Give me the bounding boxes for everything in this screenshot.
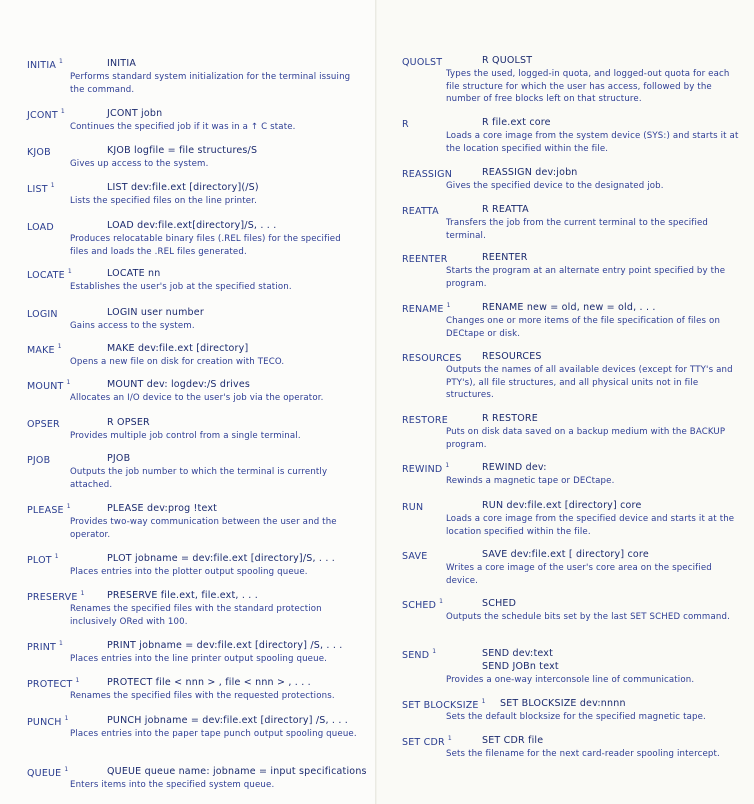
command-name: PROTECT $^1$ (27, 677, 80, 690)
command-description: Sets the filename for the next card-reader spooling intercept. (446, 749, 720, 759)
command-syntax: MOUNT dev: logdev:/S drives (107, 379, 251, 390)
command-syntax: JCONT jobn (107, 108, 163, 119)
command-syntax: QUEUE queue name: jobname = input specifications (107, 766, 367, 777)
command-syntax: KJOB logfile = file structures/S (107, 145, 258, 156)
command-syntax: REASSIGN dev:jobn (482, 167, 578, 178)
command-syntax: RESOURCES (482, 351, 542, 362)
command-name: R (402, 119, 409, 130)
command-description: Provides two-way communication between the user and the operator. (70, 517, 337, 540)
command-name: KJOB (27, 147, 51, 158)
command-name: PLOT $^1$ (27, 553, 59, 566)
command-name: SEND $^1$ (402, 648, 437, 661)
command-name: REASSIGN (402, 169, 453, 180)
command-name: RENAME $^1$ (402, 302, 451, 315)
command-name: LOCATE $^1$ (27, 268, 72, 281)
command-name: PRINT $^1$ (27, 640, 64, 653)
command-syntax: PLOT jobname = dev:file.ext [directory]/S, . . . (107, 553, 335, 564)
command-description: Loads a core image from the specified device and starts it at the location specified within the file. (446, 514, 735, 537)
command-description: Changes one or more items of the file specification of files on DECtape or disk. (446, 316, 721, 339)
command-name: RESTORE (402, 415, 448, 426)
command-syntax: R REATTA (482, 204, 529, 215)
command-description: Rewinds a magnetic tape or DECtape. (446, 476, 615, 486)
command-name: PRESERVE $^1$ (27, 590, 85, 603)
command-description: Renames the specified files with the standard protection inclusively ORed with 100. (70, 604, 322, 627)
command-description: Provides multiple job control from a single terminal. (70, 431, 301, 441)
command-syntax: SAVE dev:file.ext [ directory] core (482, 549, 649, 560)
command-description: Provides a one-way interconsole line of communication. (446, 675, 695, 685)
command-name: INITIA $^1$ (27, 58, 64, 71)
command-name: REWIND $^1$ (402, 462, 450, 475)
command-syntax: SET BLOCKSIZE dev:nnnn (500, 698, 626, 709)
command-description: Opens a new file on disk for creation with TECO. (70, 357, 285, 367)
command-name: SAVE (402, 551, 428, 562)
command-name: MAKE $^1$ (27, 343, 62, 356)
command-description: Allocates an I/O device to the user's job via the operator. (70, 393, 324, 403)
command-syntax: RUN dev:file.ext [directory] core (482, 500, 642, 511)
command-name: QUOLST (402, 57, 443, 68)
command-syntax: INITIA (107, 58, 137, 69)
command-name: MOUNT $^1$ (27, 379, 71, 392)
command-name: RESOURCES (402, 353, 462, 364)
command-name: SET BLOCKSIZE $^1$ (402, 698, 486, 711)
command-syntax: R QUOLST (482, 55, 533, 66)
command-description: Types the used, logged-in quota, and logged-out quota for each file structure for which the user has access, followed by the number of free blocks left on that structure. (446, 69, 730, 104)
command-syntax: PJOB (107, 453, 131, 464)
command-name: LIST $^1$ (27, 182, 55, 195)
command-name: SET CDR $^1$ (402, 735, 452, 748)
command-syntax: SET CDR file (482, 735, 544, 746)
command-syntax: LOAD dev:file.ext[directory]/S, . . . (107, 220, 277, 231)
command-syntax: R RESTORE (482, 413, 538, 424)
command-description: Starts the program at an alternate entry point specified by the program. (446, 266, 726, 289)
command-description: Enters items into the specified system queue. (70, 780, 275, 790)
command-syntax: SEND dev:text (482, 648, 554, 659)
command-syntax: R OPSER (107, 417, 150, 428)
command-description: Performs standard system initialization for the terminal issuing the command. (70, 72, 351, 95)
command-name: PLEASE $^1$ (27, 503, 71, 516)
command-syntax: PLEASE dev:prog !text (107, 503, 218, 514)
command-description: Gives the specified device to the designated job. (446, 181, 664, 191)
command-syntax: PROTECT file < nnn > , file < nnn > , . . . (107, 677, 311, 688)
command-syntax: LOCATE nn (107, 268, 161, 279)
command-description: Puts on disk data saved on a backup medium with the BACKUP program. (446, 427, 726, 450)
command-description: Establishes the user's job at the specified station. (70, 282, 292, 292)
command-name: SCHED $^1$ (402, 598, 444, 611)
command-description: Renames the specified files with the requested protections. (70, 691, 335, 701)
command-name: REATTA (402, 206, 439, 217)
command-description: Outputs the schedule bits set by the last SET SCHED command. (446, 612, 730, 622)
command-description: Sets the default blocksize for the specified magnetic tape. (446, 712, 706, 722)
command-description: Places entries into the paper tape punch output spooling queue. (70, 729, 357, 739)
command-syntax: SCHED (482, 598, 517, 609)
command-name: REENTER (402, 254, 448, 265)
command-syntax: REWIND dev: (482, 462, 547, 473)
command-syntax: RENAME new = old, new = old, . . . (482, 302, 656, 313)
command-name: LOAD (27, 222, 54, 233)
command-name: OPSER (27, 419, 60, 430)
command-syntax: LOGIN user number (107, 307, 204, 318)
command-syntax: R file.ext core (482, 117, 551, 128)
command-syntax: PRINT jobname = dev:file.ext [directory] /S, . . . (107, 640, 343, 651)
right-page (377, 0, 754, 804)
command-description: Gains access to the system. (70, 321, 195, 331)
command-syntax: PRESERVE file.ext, file.ext, . . . (107, 590, 258, 601)
command-name: JCONT $^1$ (27, 108, 65, 121)
command-description: Transfers the job from the current terminal to the specified terminal. (446, 218, 709, 241)
command-description: Places entries into the line printer output spooling queue. (70, 654, 328, 664)
command-description: Gives up access to the system. (70, 159, 209, 169)
command-syntax: PUNCH jobname = dev:file.ext [directory] /S, . . . (107, 715, 349, 726)
command-description: Outputs the names of all available devices (except for TTY's and PTY's), all file structures, and all physical units not in file structures. (446, 365, 733, 400)
command-name: LOGIN (27, 309, 58, 320)
command-syntax: LIST dev:file.ext [directory](/S) (107, 182, 259, 193)
command-description: Produces relocatable binary files (.REL files) for the specified files and loads the .REL files generated. (70, 234, 341, 257)
command-description: Writes a core image of the user's core area on the specified device. (446, 563, 712, 586)
command-syntax-alt: SEND JOBn text (482, 661, 559, 672)
command-description: Continues the specified job if it was in a ↑ C state. (70, 122, 296, 132)
command-syntax: MAKE dev:file.ext [directory] (107, 343, 249, 354)
command-syntax: REENTER (482, 252, 528, 263)
command-description: Loads a core image from the system device (SYS:) and starts it at the location specified within the file. (446, 131, 739, 154)
command-name: QUEUE $^1$ (27, 766, 69, 779)
command-name: RUN (402, 502, 424, 513)
command-description: Places entries into the plotter output spooling queue. (70, 567, 308, 577)
command-name: PUNCH $^1$ (27, 715, 69, 728)
command-description: Lists the specified files on the line printer. (70, 196, 257, 206)
command-name: PJOB (27, 455, 51, 466)
command-description: Outputs the job number to which the terminal is currently attached. (70, 467, 328, 490)
